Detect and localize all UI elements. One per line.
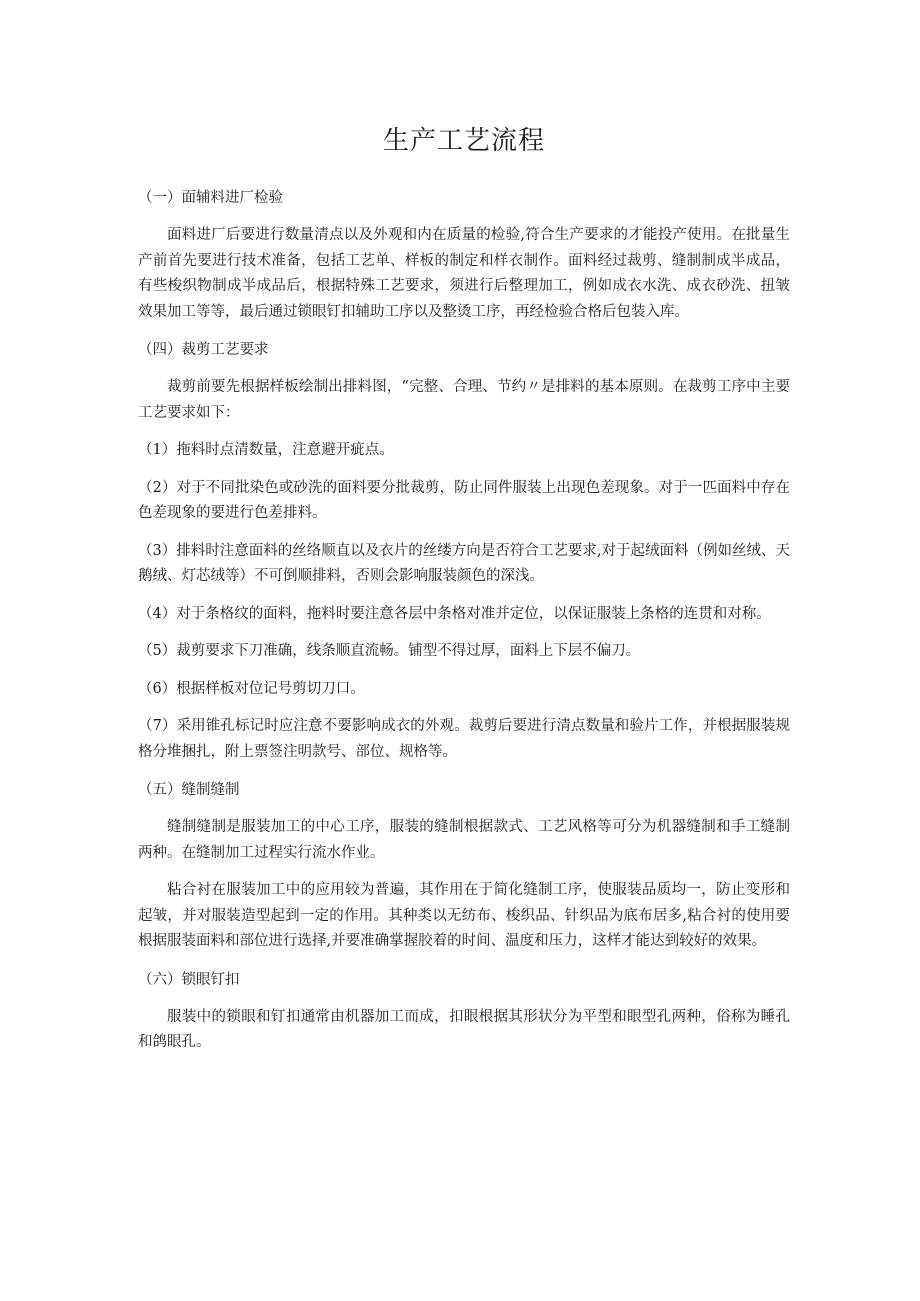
section-buttonholes: [138, 967, 790, 1056]
paragraph: 粘合衬在服装加工中的应用较为普遍，其作用在于简化缝制工序，使服装品质均一，防止变形和起皱，并对服装造型起到一定的作用。其种类以无纺布、梭织品、针织品为底布居多,粘合衬的使用要根据服装面料和部位进行选择,并要准确掌握胶着的时间、温度和压力，这样才能达到较好的效果。: [138, 882, 790, 949]
section-heading: （六）锁眼钉扣: [138, 971, 240, 988]
list-item: （1）拖料时点清数量，注意避开疵点。: [138, 442, 394, 458]
section-heading: （四）裁剪工艺要求: [138, 342, 269, 358]
list-item: （7）采用锥孔标记时应注意不要影响成衣的外观。裁剪后要进行清点数量和验片工作，并根据服装规格分堆捆扎，附上票签注明款号、部位、规格等。: [138, 718, 790, 760]
list-item: （6）根据样板对位记号剪切刀口。: [138, 680, 365, 697]
section-heading: （五）缝制缝制: [138, 782, 240, 798]
section-cutting-requirements: [138, 337, 790, 765]
section-heading: （一）面辅料进厂检验: [138, 190, 283, 206]
paragraph: 服装中的锁眼和钉扣通常由机器加工而成，扣眼根据其形状分为平型和眼型孔两种，俗称为睡孔和鸽眼孔。: [138, 1008, 790, 1050]
document-page: [138, 120, 790, 1068]
paragraph: 缝制缝制是服装加工的中心工序，服装的缝制根据款式、工艺风格等可分为机器缝制和手工缝制两种。在缝制加工过程实行流水作业。: [138, 819, 790, 861]
list-item: （5）裁剪要求下刀准确，线条顺直流畅。铺型不得过厚，面料上下层不偏刀。: [138, 643, 641, 659]
paragraph: 裁剪前要先根据样板绘制出排料图，“完整、合理、节约〃是排料的基本原则。在裁剪工序中主要工艺要求如下：: [138, 379, 790, 421]
document-title: 生产工艺流程: [382, 126, 545, 156]
section-sewing: [138, 777, 790, 955]
list-item: （4）对于条格纹的面料，拖料时要注意各层中条格对准并定位，以保证服装上条格的连贯和对称。: [138, 605, 771, 622]
section-incoming-inspection: [138, 185, 790, 325]
paragraph: 面料进厂后要进行数量清点以及外观和内在质量的检验,符合生产要求的才能投产使用。在批量生产前首先要进行技术准备，包括工艺单、样板的制定和样衣制作。面料经过裁剪、缝制制成半成品，有些梭织物制成半成品后，根据特殊工艺要求，须进行后整理加工，例如成衣水洗、成衣砂洗、扭皱效果加工等等，最后通过锁眼钉扣辅助工序以及整烫工序，再经检验合格后包装入库。: [138, 227, 790, 320]
list-item: （2）对于不同批染色或砂洗的面料要分批裁剪，防止同件服装上出现色差现象。对于一匹面料中存在色差现象的要进行色差排料。: [138, 479, 790, 521]
list-item: （3）排料时注意面料的丝络顺直以及衣片的丝缕方向是否符合工艺要求,对于起绒面料（例如丝绒、天鹅绒、灯芯绒等）不可倒顺排料，否则会影响服装颜色的深浅。: [138, 542, 790, 584]
